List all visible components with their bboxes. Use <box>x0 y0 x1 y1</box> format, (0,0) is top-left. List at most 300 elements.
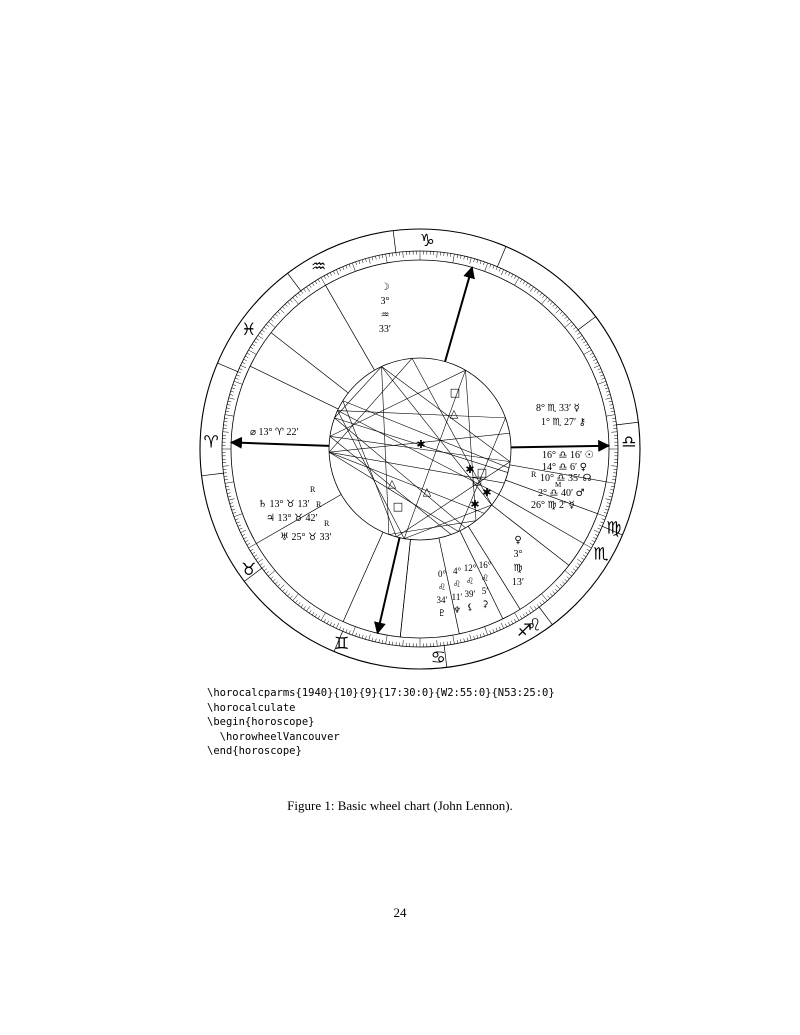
aspect-glyph: △ <box>422 485 432 498</box>
degree-tick <box>530 287 533 292</box>
degree-tick <box>293 594 299 601</box>
sign-boundary <box>497 246 506 266</box>
planet-position: ♃ 13° ♉ 42′ <box>266 513 318 524</box>
degree-tick <box>480 261 481 264</box>
degree-tick <box>225 415 234 417</box>
degree-tick <box>605 499 611 501</box>
degree-tick <box>318 279 320 282</box>
degree-tick <box>550 594 552 597</box>
degree-tick <box>523 614 525 617</box>
degree-tick <box>339 627 340 630</box>
degree-tick <box>268 322 275 328</box>
house-cusp <box>492 505 569 565</box>
degree-tick <box>250 549 253 551</box>
degree-tick <box>232 388 235 389</box>
imum-coeli-arrow <box>377 538 399 633</box>
aspect-glyph: ✱ <box>416 438 426 451</box>
degree-tick <box>609 496 612 497</box>
planet-position: 34′ <box>436 595 448 605</box>
degree-tick <box>343 628 344 631</box>
degree-tick <box>301 291 303 294</box>
degree-tick <box>352 263 355 271</box>
midheaven-label: M <box>555 481 562 489</box>
degree-tick <box>298 602 300 605</box>
planet-position: 0° <box>437 569 447 579</box>
degree-tick <box>585 552 588 554</box>
degree-tick <box>602 378 605 379</box>
degree-tick <box>565 322 572 328</box>
planet-position: ♍ <box>513 563 523 574</box>
degree-tick <box>226 486 229 487</box>
libra-sign-glyph: ♎ <box>621 432 637 453</box>
degree-tick <box>359 634 360 637</box>
sign-boundary <box>202 473 224 476</box>
degree-tick <box>577 563 580 565</box>
aquarius-sign-glyph: ♒ <box>311 257 327 278</box>
house-cusp <box>326 285 375 370</box>
degree-tick <box>336 623 339 628</box>
degree-tick <box>356 633 357 636</box>
house-cusp <box>400 540 410 637</box>
planet-position: 12° <box>463 563 477 573</box>
degree-tick <box>490 631 491 634</box>
degree-tick <box>474 259 475 262</box>
planet-position: 16° <box>478 560 492 570</box>
aspect-line <box>334 367 381 418</box>
code-line: \horocalcparms{1940}{10}{9}{17:30:0}{W2:55:0}{N53:25:0} <box>207 687 555 699</box>
degree-tick <box>362 635 363 638</box>
degree-tick <box>571 571 574 573</box>
degree-tick <box>330 273 332 276</box>
degree-tick <box>437 640 438 646</box>
degree-tick <box>605 388 608 389</box>
degree-tick <box>235 519 238 520</box>
degree-tick <box>290 596 292 599</box>
degree-tick <box>389 641 390 644</box>
degree-tick <box>514 619 516 622</box>
degree-tick <box>474 636 475 639</box>
degree-tick <box>295 295 297 298</box>
degree-tick <box>450 641 451 644</box>
degree-tick <box>505 271 507 274</box>
planet-position: 26° ♍ 2′ ☿ <box>531 500 575 511</box>
degree-tick <box>238 372 241 373</box>
degree-tick <box>260 333 263 335</box>
planet-position: 13′ <box>511 577 525 588</box>
degree-tick <box>230 503 233 504</box>
degree-tick <box>349 264 350 267</box>
degree-tick <box>567 577 570 579</box>
degree-tick <box>315 614 317 617</box>
degree-tick <box>226 411 229 412</box>
virgo-sign-glyph: ♍ <box>606 518 622 539</box>
degree-tick <box>242 534 245 536</box>
neptune-glyph: ♆ <box>452 606 462 616</box>
degree-tick <box>602 519 605 520</box>
degree-tick <box>541 297 547 304</box>
degree-tick <box>604 385 607 386</box>
pluto-glyph: ♇ <box>437 609 447 619</box>
degree-tick <box>356 262 357 265</box>
cancer-sign-glyph: ♋ <box>430 648 446 669</box>
degree-tick <box>595 534 598 536</box>
planet-position: ♌ <box>480 574 490 584</box>
planet-position: 8° ♏ 33′ ☿ <box>536 403 580 414</box>
degree-tick <box>278 311 281 313</box>
degree-tick <box>339 268 340 271</box>
degree-tick <box>315 281 317 284</box>
degree-tick <box>529 285 531 288</box>
aspect-line <box>396 462 510 537</box>
degree-tick <box>511 274 513 277</box>
degree-tick <box>245 356 248 358</box>
taurus-sign-glyph: ♉ <box>241 559 257 580</box>
degree-tick <box>369 634 371 640</box>
degree-tick <box>583 341 586 343</box>
degree-tick <box>241 365 246 368</box>
degree-tick <box>346 629 347 632</box>
degree-tick <box>382 255 383 258</box>
mars-label <box>538 488 585 499</box>
aspect-line <box>343 401 397 537</box>
degree-tick <box>236 522 239 523</box>
degree-tick <box>477 635 478 638</box>
degree-tick <box>548 300 550 303</box>
degree-tick <box>301 604 303 607</box>
degree-tick <box>244 537 247 539</box>
aspect-glyph: ✱ <box>465 463 475 476</box>
degree-tick <box>460 639 461 642</box>
degree-tick <box>252 344 255 346</box>
degree-tick <box>232 509 235 510</box>
degree-tick <box>598 381 606 384</box>
degree-tick <box>437 252 438 258</box>
degree-tick <box>365 636 366 639</box>
degree-tick <box>477 260 478 263</box>
degree-tick <box>508 273 510 276</box>
degree-tick <box>312 612 314 615</box>
degree-tick <box>271 319 274 321</box>
degree-tick <box>306 606 309 611</box>
degree-tick <box>264 327 267 329</box>
degree-tick <box>271 577 274 579</box>
degree-tick <box>453 635 455 644</box>
planet-position: 2° ♎ 40′ ♂ <box>538 488 585 499</box>
degree-tick <box>594 530 599 533</box>
figure-caption: Figure 1: Basic wheel chart (John Lennon). <box>287 798 513 813</box>
degree-tick <box>610 493 613 494</box>
degree-tick <box>359 261 360 264</box>
descendant-arrow <box>511 446 609 448</box>
degree-tick <box>227 493 230 494</box>
degree-tick <box>470 634 472 640</box>
degree-tick <box>235 378 238 379</box>
degree-tick <box>333 271 335 274</box>
aspect-line <box>329 452 458 531</box>
planet-position: 39′ <box>464 589 476 599</box>
planet-position: 3° <box>380 296 390 307</box>
aspect-glyph: □ <box>392 500 404 513</box>
degree-tick <box>610 404 613 405</box>
degree-tick <box>324 619 326 622</box>
degree-tick <box>346 265 347 268</box>
degree-tick <box>575 566 578 568</box>
degree-tick <box>534 289 536 292</box>
planet-position: 14° ♎ 6′ ♀ <box>542 462 587 473</box>
degree-tick <box>598 528 601 529</box>
degree-tick <box>541 594 547 601</box>
planet-position: 10° ♎ 35′ ☊ <box>540 473 592 484</box>
degree-tick <box>352 627 355 635</box>
house-cusp <box>271 333 348 393</box>
degree-tick <box>606 482 615 484</box>
degree-tick <box>333 624 335 627</box>
planet-position: 11′ <box>451 592 463 602</box>
degree-tick <box>611 411 614 412</box>
degree-tick <box>534 606 536 609</box>
degree-tick <box>505 624 507 627</box>
degree-tick <box>540 602 542 605</box>
degree-tick <box>403 252 404 258</box>
planet-position: ♅ 25° ♉ 33′ <box>280 532 332 543</box>
degree-tick <box>600 375 603 376</box>
degree-tick <box>343 267 344 270</box>
code-line: \end{horoscope} <box>207 745 302 757</box>
degree-tick <box>382 640 383 643</box>
saturn-label <box>258 485 316 510</box>
degree-tick <box>266 324 269 326</box>
degree-tick <box>483 633 484 636</box>
degree-tick <box>275 314 278 316</box>
degree-tick <box>224 479 227 480</box>
degree-tick <box>262 566 265 568</box>
degree-tick <box>273 317 276 319</box>
lilith-glyph: ⚸ <box>466 603 474 613</box>
degree-tick <box>600 522 603 523</box>
degree-tick <box>262 330 265 332</box>
ceres-glyph: ⚳ <box>481 600 489 610</box>
latex-code-listing <box>207 686 555 759</box>
degree-tick <box>233 385 236 386</box>
degree-tick <box>247 543 250 545</box>
degree-tick <box>304 289 306 292</box>
degree-tick <box>318 616 320 619</box>
degree-tick <box>490 264 491 267</box>
sign-boundary <box>217 363 237 372</box>
aspect-line <box>343 401 509 468</box>
planet-position: 1° ♏ 27′ ⚷ <box>541 417 586 428</box>
degree-tick <box>234 514 242 517</box>
degree-tick <box>249 350 257 355</box>
degree-tick <box>514 276 516 279</box>
degree-tick <box>581 338 584 340</box>
degree-tick <box>309 285 311 288</box>
degree-tick <box>260 563 263 565</box>
degree-tick <box>304 606 306 609</box>
aspect-glyph: □ <box>449 386 461 399</box>
aspect-line <box>329 452 484 513</box>
degree-tick <box>612 418 615 419</box>
degree-tick <box>226 489 229 490</box>
degree-tick <box>540 293 542 296</box>
degree-tick <box>496 267 497 270</box>
degree-tick <box>606 506 609 507</box>
degree-tick <box>611 466 617 467</box>
degree-tick <box>254 555 257 557</box>
degree-tick <box>231 506 234 507</box>
planet-position: ♌ <box>452 580 462 590</box>
degree-tick <box>609 401 612 402</box>
degree-tick <box>485 627 488 635</box>
degree-tick <box>453 254 455 263</box>
degree-tick <box>575 330 578 332</box>
aries-sign-glyph: ♈ <box>203 432 219 453</box>
degree-tick <box>227 404 230 405</box>
aspect-line <box>389 521 476 535</box>
degree-tick <box>231 391 234 392</box>
leo-sign-glyph: ♌ <box>526 615 542 636</box>
aspect-glyph: ✱ <box>482 486 492 499</box>
degree-tick <box>583 555 586 557</box>
ascendant-label <box>250 427 299 438</box>
ceres-label <box>479 560 492 610</box>
sign-boundary <box>578 317 596 330</box>
planet-position: ♄ 13° ♉ 13′ <box>258 499 310 510</box>
degree-tick <box>288 594 290 597</box>
degree-tick <box>379 255 380 258</box>
degree-tick <box>258 559 263 562</box>
degree-tick <box>611 432 617 433</box>
degree-tick <box>501 623 504 628</box>
degree-tick <box>224 418 227 419</box>
aspect-glyph: ✱ <box>470 498 480 511</box>
venus-virgo-glyph: ♀ <box>514 535 522 546</box>
degree-tick <box>375 256 376 259</box>
degree-tick <box>594 365 599 368</box>
degree-tick <box>537 291 539 294</box>
venus-virgo-label <box>512 535 524 588</box>
gemini-sign-glyph: ♊ <box>334 633 350 654</box>
degree-tick <box>245 540 248 542</box>
degree-tick <box>464 256 465 259</box>
degree-tick <box>520 616 522 619</box>
degree-tick <box>321 613 326 621</box>
degree-tick <box>250 347 253 349</box>
degree-tick <box>587 549 590 551</box>
degree-tick <box>599 525 602 526</box>
degree-tick <box>249 544 257 549</box>
degree-tick <box>386 254 388 263</box>
degree-tick <box>254 341 257 343</box>
code-line: \horowheelVancouver <box>207 730 340 743</box>
degree-tick <box>542 600 544 603</box>
degree-tick <box>228 401 231 402</box>
degree-tick <box>275 582 278 584</box>
degree-tick <box>282 307 284 310</box>
degree-tick <box>280 585 284 589</box>
degree-tick <box>556 309 560 313</box>
degree-tick <box>581 558 584 560</box>
degree-tick <box>605 509 608 510</box>
retrograde-mark: R <box>531 470 537 479</box>
degree-tick <box>239 528 242 529</box>
degree-tick <box>511 621 513 624</box>
degree-tick <box>593 537 596 539</box>
degree-tick <box>244 359 247 361</box>
degree-tick <box>562 582 565 584</box>
sign-boundary <box>288 273 301 291</box>
retrograde-mark: R <box>316 500 322 509</box>
degree-tick <box>485 263 488 271</box>
degree-tick <box>573 569 576 571</box>
degree-tick <box>389 253 390 256</box>
degree-tick <box>610 489 613 490</box>
aspect-glyph: △ <box>449 407 459 420</box>
degree-tick <box>457 640 458 643</box>
planet-position: ♒ <box>380 310 390 321</box>
degree-tick <box>229 398 235 400</box>
degree-tick <box>520 279 522 282</box>
sign-boundary <box>393 231 396 253</box>
degree-tick <box>587 347 590 349</box>
degree-tick <box>241 530 246 533</box>
degree-tick <box>288 302 290 305</box>
house-cusp <box>250 366 338 409</box>
degree-tick <box>612 479 615 480</box>
degree-tick <box>584 544 592 549</box>
degree-tick <box>592 356 595 358</box>
degree-tick <box>223 432 229 433</box>
degree-tick <box>264 569 267 571</box>
degree-tick <box>239 368 242 369</box>
degree-tick <box>229 499 235 501</box>
degree-tick <box>548 596 550 599</box>
degree-tick <box>560 584 563 586</box>
aspect-glyph: □ <box>476 466 488 479</box>
degree-tick <box>365 259 366 262</box>
degree-tick <box>604 512 607 513</box>
degree-tick <box>605 398 611 400</box>
planet-position: ♌ <box>465 577 475 587</box>
degree-tick <box>295 600 297 603</box>
degree-tick <box>238 525 241 526</box>
degree-tick <box>592 540 595 542</box>
degree-tick <box>565 579 568 581</box>
lilith-label <box>464 563 477 613</box>
degree-tick <box>496 628 497 631</box>
code-line: \horocalculate <box>207 701 296 714</box>
degree-tick <box>515 613 520 621</box>
planet-position: 5′ <box>481 586 489 596</box>
degree-tick <box>312 283 314 286</box>
degree-tick <box>330 622 332 625</box>
degree-tick <box>567 319 570 321</box>
degree-tick <box>223 466 229 467</box>
degree-tick <box>386 635 388 644</box>
degree-tick <box>327 274 329 277</box>
degree-tick <box>598 514 606 517</box>
degree-tick <box>369 258 371 264</box>
degree-tick <box>230 394 233 395</box>
degree-tick <box>493 265 494 268</box>
degree-tick <box>556 585 560 589</box>
degree-tick <box>278 584 281 586</box>
moon-label <box>379 282 391 335</box>
degree-tick <box>607 394 610 395</box>
planet-position: ⌀ 13° ♈ 22′ <box>250 427 299 438</box>
degree-tick <box>467 638 468 641</box>
degree-tick <box>606 391 609 392</box>
